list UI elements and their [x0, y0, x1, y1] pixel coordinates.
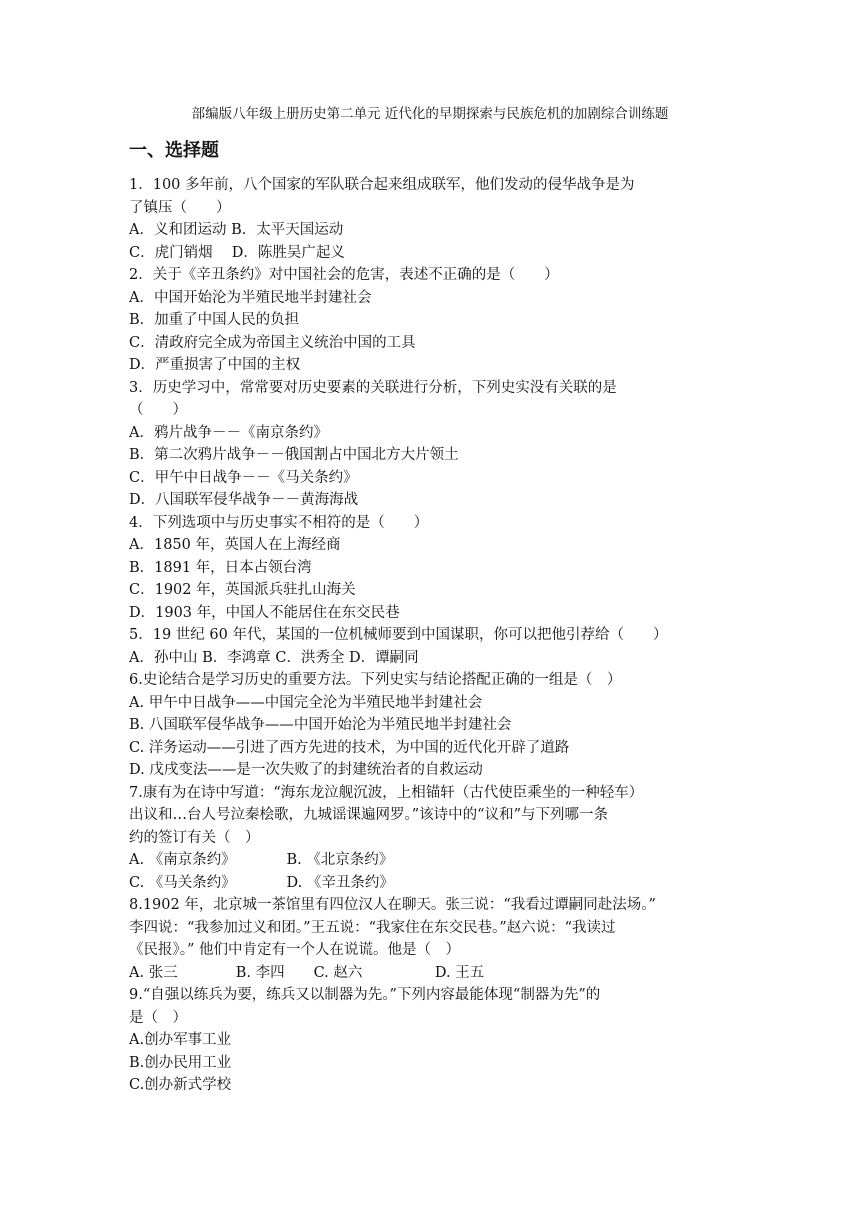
question-8-options: A. 张三 B. 李四 C. 赵六 D. 王五	[129, 964, 485, 981]
question-3-option-a: A．鸦片战争－－《南京条约》	[129, 424, 328, 441]
question-4-option-a: A．1850 年，英国人在上海经商	[129, 537, 341, 553]
question-9-stem-cont: 是（ ）	[129, 1009, 187, 1026]
question-7-options-ab: A. 《南京条约》 B. 《北京条约》	[129, 852, 394, 868]
question-9-stem: 9.“自强以练兵为要，练兵又以制器为先。”下列内容最能体现“制器为先”的	[129, 987, 601, 1003]
question-9-option-b: B.创办民用工业	[129, 1054, 232, 1071]
question-2-stem: 2．关于《辛丑条约》对中国社会的危害，表述不正确的是（ ）	[129, 267, 559, 283]
question-6-option-c: C. 洋务运动——引进了西方先进的技术，为中国的近代化开辟了道路	[129, 739, 570, 756]
question-4-option-c: C．1902 年，英国派兵驻扎山海关	[129, 582, 356, 598]
question-2-option-a: A．中国开始沦为半殖民地半封建社会	[129, 289, 372, 306]
question-3-stem: 3．历史学习中，常常要对历史要素的关联进行分析，下列史实没有关联的是	[129, 379, 617, 396]
question-8-stem: 8.1902 年，北京城一茶馆里有四位汉人在聊天。张三说：“我看过谭嗣同赴法场。”	[129, 897, 656, 913]
document-title: 部编版八年级上册历史第二单元 近代化的早期探索与民族危机的加剧综合训练题	[191, 106, 669, 122]
question-8-stem-end: 《民报》。” 他们中肯定有一个人在说谎。他是（ ）	[129, 942, 461, 958]
question-4-option-b: B．1891 年，日本占领台湾	[129, 559, 312, 576]
question-7-stem: 7.康有为在诗中写道：“海东龙泣舰沉波，上相锚轩（古代使臣乘坐的一种轻车）	[129, 784, 644, 801]
question-2-option-b: B．加重了中国人民的负担	[129, 312, 300, 328]
question-3-option-c: C．甲午中日战争－－《马关条约》	[129, 469, 358, 486]
question-9-option-a: A.创办军事工业	[129, 1032, 232, 1048]
question-3-option-d: D．八国联军侵华战争－－黄海海战	[129, 492, 359, 508]
question-6-option-d: D. 戊戌变法——是一次失败了的封建统治者的自救运动	[129, 762, 483, 778]
question-5-options: A．孙中山 B．李鸿章 C．洪秀全 D．谭嗣同	[129, 649, 419, 666]
question-9-option-c: C.创办新式学校	[129, 1077, 232, 1093]
question-2-option-c: C．清政府完全成为帝国主义统治中国的工具	[129, 334, 416, 351]
question-4-option-d: D．1903 年，中国人不能居住在东交民巷	[129, 604, 400, 621]
question-3-stem-cont: （ ）	[129, 402, 187, 418]
question-1-stem: 1．100 多年前，八个国家的军队联合起来组成联军，他们发动的侵华战争是为	[129, 177, 635, 193]
question-6-option-b: B. 八国联军侵华战争——中国开始沦为半殖民地半封建社会	[129, 717, 512, 733]
question-5-stem: 5．19 世纪 60 年代，某国的一位机械师要到中国谋职，你可以把他引荐给（ ）	[129, 627, 668, 643]
question-6-stem: 6.史论结合是学习历史的重要方法。下列史实与结论搭配正确的一组是（ ）	[129, 672, 622, 688]
question-8-stem-cont: 李四说：“我参加过义和团。”王五说：“我家住在东交民巷。”赵六说：“我读过	[129, 919, 616, 936]
section-heading: 一、选择题	[129, 140, 219, 161]
question-3-option-b: B．第二次鸦片战争－－俄国割占中国北方大片领土	[129, 447, 459, 463]
question-1-stem-cont: 了镇压（ ）	[129, 199, 231, 216]
question-7-stem-end: 约的签订有关（ ）	[129, 829, 260, 846]
question-7-stem-cont: 出议和…台人号泣秦桧歌，九城谣课遍网罗。”该诗中的“议和”与下列哪一条	[129, 807, 608, 823]
question-1-options-cd: C．虎门销烟 D．陈胜吴广起义	[129, 244, 345, 261]
question-1-options-ab: A．义和团运动 B．太平天国运动	[129, 222, 344, 238]
question-2-option-d: D．严重损害了中国的主权	[129, 357, 301, 373]
question-list	[129, 174, 733, 1097]
question-7-options-cd: C. 《马关条约》 D. 《辛丑条约》	[129, 874, 394, 891]
question-6-option-a: A. 甲午中日战争——中国完全沦为半殖民地半封建社会	[129, 694, 483, 711]
question-4-stem: 4．下列选项中与历史事实不相符的是（ ）	[129, 514, 429, 531]
